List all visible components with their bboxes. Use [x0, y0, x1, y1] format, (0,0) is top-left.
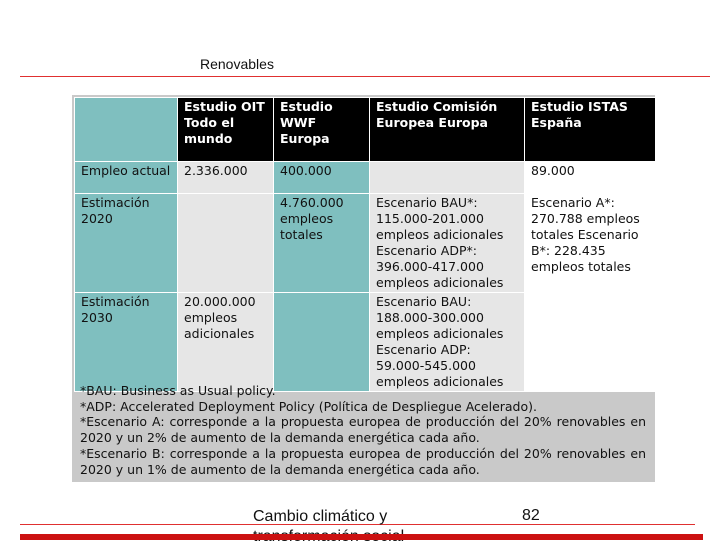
header-cell-oit: Estudio OIT Todo el mundo — [178, 98, 274, 162]
cell-oit — [178, 194, 274, 293]
header-cell-istas: Estudio ISTAS España — [525, 98, 656, 162]
cell-oit: 2.336.000 — [178, 162, 274, 194]
cell-wwf: 400.000 — [274, 162, 370, 194]
employment-table — [74, 97, 656, 392]
row-label: Estimación 2020 — [75, 194, 178, 293]
note-adp: *ADP: Accelerated Deployment Policy (Política de Despliegue Acelerado). — [80, 398, 537, 414]
header-cell-ce: Estudio Comisión Europea Europa — [370, 98, 525, 162]
row-label: Estimación 2030 — [75, 293, 178, 392]
header-divider — [20, 76, 710, 77]
cell-wwf: 4.760.000 empleos totales — [274, 194, 370, 293]
table-notes — [80, 383, 646, 477]
page-number: 82 — [522, 507, 540, 524]
cell-ce: Escenario BAU*: 115.000-201.000 empleos adicionales Escenario ADP*: 396.000-417.000 empleos adicionales — [370, 194, 525, 293]
cell-ce: Escenario BAU: 188.000-300.000 empleos adicionales Escenario ADP: 59.000-545.000 empleos adicionales — [370, 293, 525, 392]
note-escenario-b: *Escenario B: corresponde a la propuesta europea de producción del 20% renovables en 2020 y un 1% de aumento de la demanda energética cada año. — [80, 445, 646, 477]
cell-ce — [370, 162, 525, 194]
footer-title: Cambio climático y — [253, 508, 388, 525]
cell-oit: 20.000.000 empleos adicionales — [178, 293, 274, 392]
cell-istas: Escenario A*: 270.788 empleos totales Escenario B*: 228.435 empleos totales — [525, 194, 656, 293]
table-row — [75, 162, 656, 194]
cell-istas: 89.000 — [525, 162, 656, 194]
footer-bar — [20, 534, 703, 540]
table-row — [75, 194, 656, 293]
header-cell-empty — [75, 98, 178, 162]
slide-title: Renovables — [200, 56, 274, 72]
cell-istas — [525, 293, 656, 392]
note-escenario-a: *Escenario A: corresponde a la propuesta europea de producción del 20% renovables en 2020 y un 2% de aumento de la demanda energética cada año. — [80, 414, 646, 446]
table-row — [75, 293, 656, 392]
table-header-row — [75, 98, 656, 162]
header-cell-wwf: Estudio WWF Europa — [274, 98, 370, 162]
row-label: Empleo actual — [75, 162, 178, 194]
note-bau: *BAU: Business as Usual policy. — [80, 383, 276, 398]
cell-wwf — [274, 293, 370, 392]
